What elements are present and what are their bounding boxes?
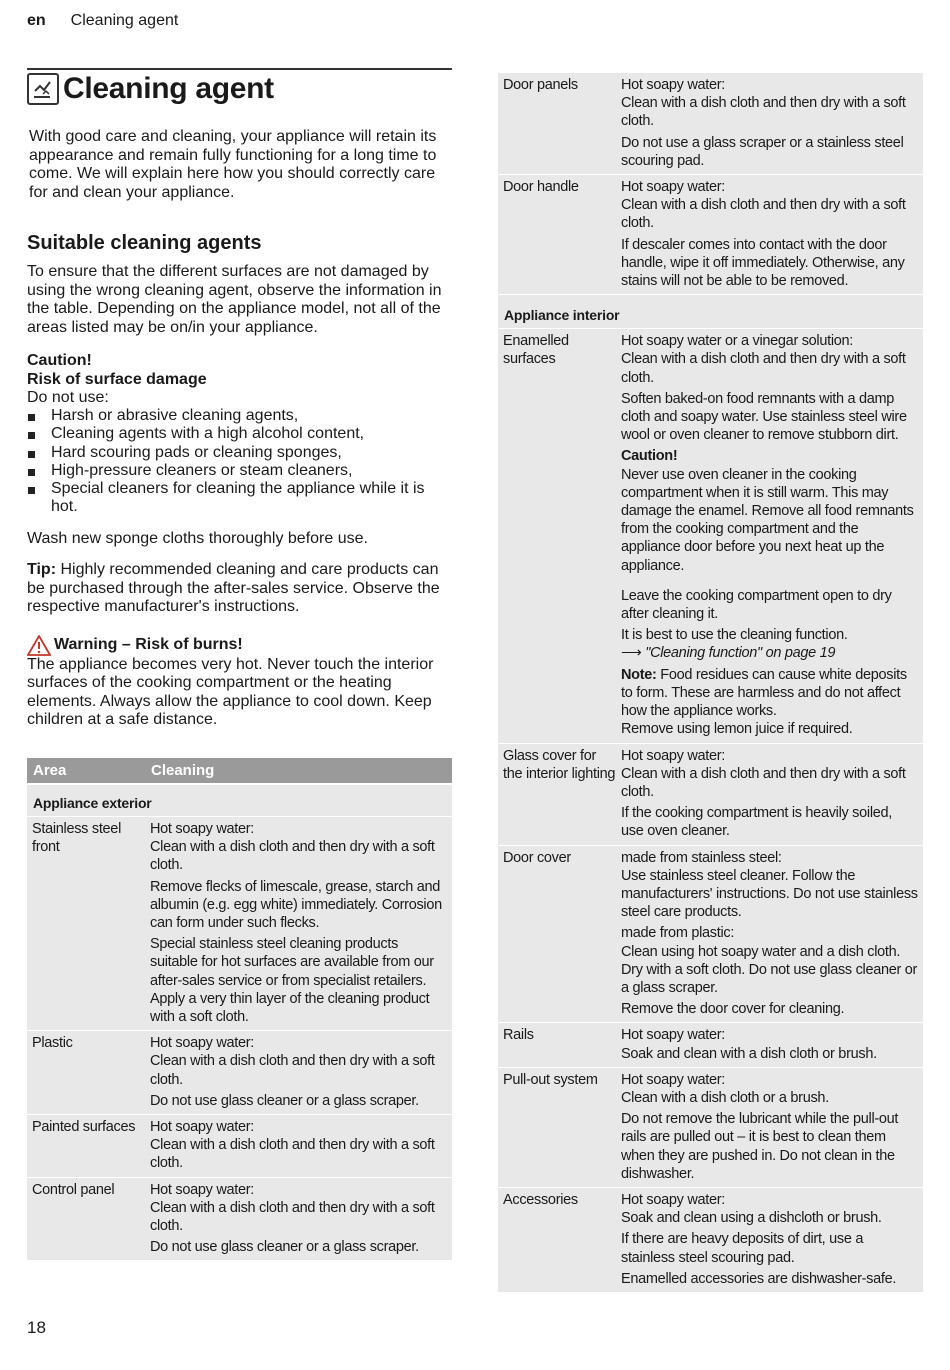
caution-label: Caution! [27,352,92,369]
cleaning-line: Hot soapy water: Clean with a dish cloth and then dry with a soft cloth. [621,747,906,800]
cleaning-line: Hot soapy water: Clean with a dish cloth and then dry with a soft cloth. [621,77,906,130]
header-area: Area [33,762,67,779]
tip-text [27,561,452,617]
cleaning-line: Never use oven cleaner in the cooking compartment when it is still warm. This may damage the enamel. Remove all food remnants from the cooking compartment and the appliance door before you next heat up the appliance. [621,466,914,574]
suitable-heading: Suitable cleaning agents [27,232,262,254]
table-row [27,1030,452,1114]
language-code: en [27,12,46,29]
cleaning-line: Do not use glass cleaner or a glass scraper. [150,1092,419,1109]
cleaning-line: made from stainless steel: Use stainless steel cleaner. Follow the manufacturers' instructions. Do not use stainless steel care products. [621,849,918,921]
enamel-note [621,666,918,721]
area-cell: Door handle [503,179,579,196]
caution-list [27,407,452,517]
caution-subtitle: Risk of surface damage [27,371,207,388]
cleaning-cell [145,1178,452,1261]
area-cell: Door panels [503,77,578,93]
area-cell: Painted surfaces [32,1119,136,1136]
cleaning-line: Do not remove the lubricant while the pull-out rails are pulled out – it is best to clean them when they are pushed in. Do not clean in the dishwasher. [621,1111,899,1182]
cleaning-line: Hot soapy water: Clean with a dish cloth and then dry with a soft cloth. [150,1119,435,1172]
arrow-right-icon: ⟶ [621,645,646,662]
area-cell: Control panel [32,1181,115,1198]
table-row [498,1187,923,1292]
cleaning-hand-icon [27,73,59,105]
note-text: Food residues can cause white deposits to form. These are harmless and do not affect how the appliance works. [621,666,907,720]
section-interior: Appliance interior [498,294,923,328]
cleaning-line: Do not use a glass scraper or a stainless steel scouring pad. [621,134,904,169]
area-cell: Accessories [503,1191,578,1208]
cleaning-line: made from plastic: Clean using hot soapy water and a dish cloth. Dry with a soft cloth. Do not use glass cleaner or a glass scraper. [621,925,918,996]
cleaning-cell [616,846,923,1023]
page-number: 18 [27,1318,46,1337]
header-cleaning: Cleaning [151,762,215,779]
caution-intro: Do not use: [27,389,109,406]
cleaning-line: Enamelled accessories are dishwasher-safe. [621,1270,897,1287]
table-row [498,174,923,294]
cleaning-line: If the cooking compartment is heavily soiled, use oven cleaner. [621,805,892,840]
cleaning-line: If descaler comes into contact with the door handle, wipe it off immediately. Otherwise, any stains will not be able to be removed. [621,236,905,290]
page-title: Cleaning agent [63,72,274,105]
cleaning-line: Hot soapy water: Clean with a dish cloth and then dry with a soft cloth. [150,821,435,874]
tip-body: Highly recommended cleaning and care products can be purchased through the after-sales service. Observe the respective manufacturer's instructions. [27,561,440,616]
intro-text: With good care and cleaning, your appliance will retain its appearance and remain fully functioning for a long time to come. We will explain here how you should correctly care for and clean your appliance. [29,128,437,201]
cleaning-line: If there are heavy deposits of dirt, use a stainless steel scouring pad. [621,1231,864,1266]
list-item: Hard scouring pads or cleaning sponges, [27,444,452,462]
cleaning-line: Remove the door cover for cleaning. [621,1001,845,1018]
table-row [498,72,923,174]
wash-note: Wash new sponge cloths thoroughly before use. [27,529,368,547]
table-header [27,758,452,784]
cleaning-line: Leave the cooking compartment open to dry after cleaning it. [621,587,892,623]
cleaning-line: Remove flecks of limescale, grease, starch and albumin (e.g. egg white) immediately. Corrosion can form under such flecks. [150,878,442,932]
cleaning-cell [145,1115,452,1177]
area-cell: Plastic [32,1035,73,1052]
cleaning-line: Special stainless steel cleaning products suitable for hot surfaces are available from our after-sales service or from specialist retailers. Apply a very thin layer of the cleaning product with a soft cloth. [150,936,434,1026]
title-row [27,68,452,106]
cleaning-line: Hot soapy water: Clean with a dish cloth or a brush. [621,1071,829,1106]
table-row [27,1114,452,1177]
cleaning-line: Hot soapy water: Clean with a dish cloth and then dry with a soft cloth. [150,1035,435,1088]
link-text[interactable]: "Cleaning function" on page 19 [645,645,836,662]
note-label: Note: [621,666,657,683]
cleaning-line: Remove using lemon juice if required. [621,721,853,738]
cleaning-line: It is best to use the cleaning function. [621,627,848,644]
cleaning-table-right [498,72,923,1292]
cleaning-cell [145,1031,452,1114]
list-item: Special cleaners for cleaning the appliance while it is hot. [27,480,452,517]
warning-title-text: Warning – Risk of burns! [54,636,243,654]
area-cell: Enamelled surfaces [503,333,569,368]
list-item: Cleaning agents with a high alcohol content, [27,425,452,443]
table-row [498,1022,923,1066]
table-row [27,1177,452,1261]
cleaning-line: Hot soapy water: Soak and clean with a dish cloth or brush. [621,1027,877,1062]
suitable-text: To ensure that the different surfaces are not damaged by using the wrong cleaning agent, observe the information in the table. Depending on the appliance model, not all of the areas listed may be on/in your appliance. [27,263,442,336]
cleaning-cell [616,73,923,174]
area-cell: Stainless steel front [32,821,121,856]
section-exterior: Appliance exterior [27,784,452,816]
list-item: High-pressure cleaners or steam cleaners, [27,462,452,480]
cleaning-cell [616,175,923,294]
tip-label: Tip: [27,561,57,579]
area-cell: Glass cover for the interior lighting [503,747,616,782]
cleaning-cell [616,744,923,845]
cleaning-line: Hot soapy water: Clean with a dish cloth and then dry with a soft cloth. [150,1181,435,1235]
warning-text: The appliance becomes very hot. Never touch the interior surfaces of the cooking compartment or the heating elements. Always allow the appliance to cool down. Keep children at a safe distance. [27,655,434,729]
table-row [27,816,452,1030]
cleaning-line: Hot soapy water: Soak and clean using a dishcloth or brush. [621,1191,882,1227]
page-header [27,12,178,30]
area-cell: Door cover [503,849,571,866]
table-row [498,1067,923,1187]
cleaning-cell [616,329,923,742]
table-row [498,845,923,1023]
cleaning-cell [145,817,452,1030]
warning-block [27,635,452,730]
cleaning-function-link[interactable] [621,644,918,662]
cleaning-cell [616,1188,923,1292]
cleaning-cell [616,1023,923,1066]
warning-triangle-icon [27,635,51,656]
table-row [498,743,923,845]
area-cell: Rails [503,1027,534,1044]
left-column [27,68,452,730]
cleaning-line: Hot soapy water or a vinegar solution: Clean with a dish cloth and then dry with a soft cloth. [621,333,906,386]
cleaning-line: Do not use glass cleaner or a glass scraper. [150,1239,419,1256]
table-row-enamel [498,328,923,742]
header-section: Cleaning agent [70,12,179,29]
list-item: Harsh or abrasive cleaning agents, [27,407,452,425]
cleaning-cell [616,1068,923,1187]
cleaning-line: Soften baked-on food remnants with a damp cloth and soapy water. Use stainless steel wire wool or oven cleaner to remove stubborn dirt. [621,390,907,444]
cleaning-table-left [27,758,452,1260]
warning-title [27,635,452,656]
caution-block [27,351,452,517]
cleaning-line: Hot soapy water: Clean with a dish cloth and then dry with a soft cloth. [621,179,906,232]
area-cell: Pull-out system [503,1071,598,1088]
enamel-caution-label: Caution! [621,448,678,465]
